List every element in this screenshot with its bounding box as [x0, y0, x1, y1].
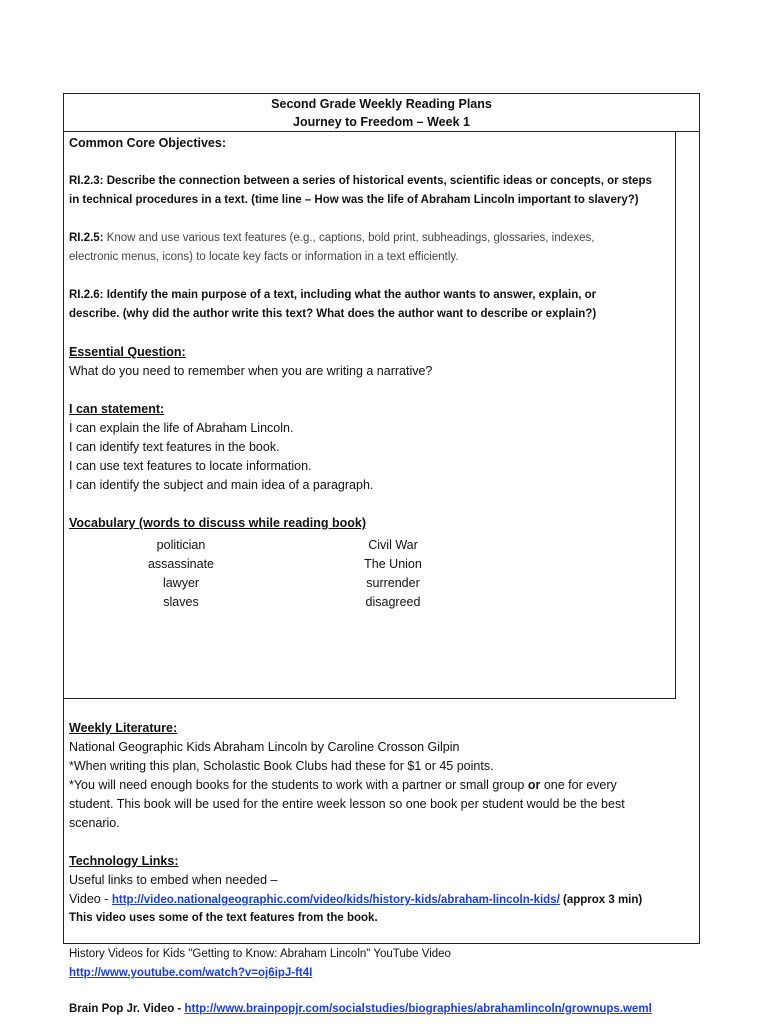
objective-ri23-line1: Describe the connection between a series of historical events, scientific ideas or concepts, or steps: [103, 175, 652, 187]
objective-ri23: [69, 172, 670, 210]
i-can-heading: I can statement:: [69, 402, 165, 416]
objective-ri25-code: RI.2.5:: [69, 232, 104, 244]
plan-subtitle: Journey to Freedom – Week 1: [293, 115, 470, 129]
vocabulary-heading: Vocabulary (words to discuss while reading book): [69, 516, 367, 530]
video-line: [69, 890, 694, 910]
video-prefix: Video -: [69, 892, 112, 906]
objective-ri26-code: RI.2.6:: [69, 289, 104, 301]
resources-cell: [64, 699, 699, 1015]
youtube-video-link[interactable]: http://www.youtube.com/watch?v=oj6ipJ-ft4I: [69, 967, 313, 979]
i-can-item: I can explain the life of Abraham Lincoln.: [69, 421, 294, 435]
objectives-cell: [64, 132, 676, 699]
video-duration: (approx 3 min): [559, 894, 643, 906]
literature-heading: Weekly Literature:: [69, 721, 178, 735]
essential-question-heading: Essential Question:: [69, 345, 186, 359]
objective-ri26: [69, 286, 670, 324]
literature-line: scenario.: [69, 816, 120, 830]
i-can-item: I can identify the subject and main idea of a paragraph.: [69, 478, 374, 492]
objective-ri26-line2: describe. (why did the author write this text? What does the author want to describe or explain?): [69, 308, 597, 320]
vocab-word: disagreed: [365, 595, 421, 609]
literature-line-part: one for every: [540, 778, 617, 792]
brainpop-prefix: Brain Pop Jr. Video -: [69, 1003, 185, 1015]
vocab-word: politician: [156, 538, 206, 552]
objective-ri25: [69, 229, 670, 267]
objective-ri23-line2: in technical procedures in a text. (time line – How was the life of Abraham Lincoln important to slavery?): [69, 194, 639, 206]
table-header: [64, 94, 699, 132]
brainpop-video-link[interactable]: http://www.brainpopjr.com/socialstudies/biographies/abrahamlincoln/grownups.weml: [184, 1003, 652, 1015]
youtube-title: History Videos for Kids "Getting to Know: Abraham Lincoln" YouTube Video: [69, 948, 451, 960]
essential-question-text: What do you need to remember when you are writing a narrative?: [69, 364, 433, 378]
objectives-heading: Common Core Objectives:: [69, 136, 226, 150]
literature-line: National Geographic Kids Abraham Lincoln by Caroline Crosson Gilpin: [69, 740, 460, 754]
literature-line-or: or: [527, 778, 541, 792]
objective-ri25-line1: Know and use various text features (e.g., captions, bold print, subheadings, glossaries, indexes,: [103, 232, 595, 244]
objective-ri26-line1: Identify the main purpose of a text, including what the author wants to answer, explain, or: [103, 289, 597, 301]
vocab-word: slaves: [163, 595, 199, 609]
i-can-item: I can use text features to locate information.: [69, 459, 312, 473]
technology-heading: Technology Links:: [69, 854, 179, 868]
plan-title: Second Grade Weekly Reading Plans: [271, 97, 492, 111]
natgeo-video-link[interactable]: http://video.nationalgeographic.com/video/kids/history-kids/abraham-lincoln-kids/: [111, 894, 560, 906]
vocab-word: Civil War: [368, 538, 418, 552]
objective-ri23-code: RI.2.3:: [69, 175, 104, 187]
literature-line: *When writing this plan, Scholastic Book Clubs had these for $1 or 45 points.: [69, 759, 494, 773]
vocab-word: assassinate: [147, 557, 214, 571]
vocab-word: surrender: [366, 576, 420, 590]
objective-ri25-line2: electronic menus, icons) to locate key facts or information in a text efficiently.: [69, 251, 459, 263]
i-can-item: I can identify text features in the book.: [69, 440, 280, 454]
literature-line-part: *You will need enough books for the students to work with a partner or small group: [69, 778, 528, 792]
technology-intro: Useful links to embed when needed –: [69, 873, 278, 887]
literature-line: [69, 776, 694, 795]
video-note: This video uses some of the text features from the book.: [69, 912, 378, 924]
vocab-word: lawyer: [162, 576, 200, 590]
vocab-word: The Union: [364, 557, 422, 571]
vocabulary-grid: [69, 536, 670, 612]
lesson-plan-table: [63, 93, 700, 1015]
literature-line: student. This book will be used for the entire week lesson so one book per student would be the best: [69, 797, 625, 811]
brainpop-line: [69, 1001, 694, 1018]
